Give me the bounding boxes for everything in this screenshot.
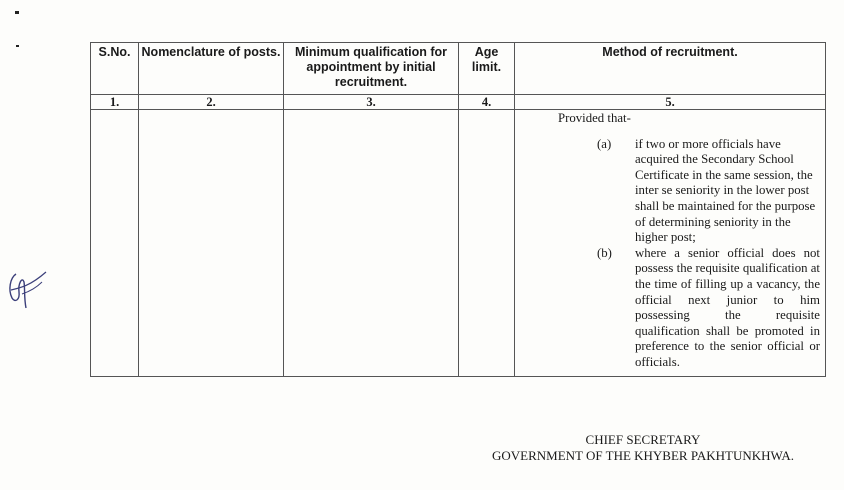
clause-label: (b) [597,245,612,260]
margin-mark [16,45,19,47]
column-number: 4. [459,95,515,110]
signature-title: CHIEF SECRETARY [585,432,701,447]
header-qualification: Minimum qualification for appointment by initial recruitment. [284,43,459,95]
provided-that: Provided that- [558,111,631,125]
column-number: 2. [139,95,284,110]
clause-a [597,137,820,246]
header-age-limit: Age limit. [459,43,515,95]
clause-label: (a) [597,136,612,151]
clause-text: if two or more officials have acquired the Secondary School Certificate in the same session, the inter se seniority in the lower post shall be maintained for the purpose of determining seniority in the higher post; [635,136,816,245]
handwritten-initials [2,268,50,312]
clause-text: where a senior official does not possess the requisite qualification at the time of filling up a vacancy, the official next junior to him possessing the requisite qualification shall be promoted in preference to the senior official or officials. [635,245,820,369]
empty-cell [284,110,459,377]
margin-mark [15,11,19,14]
clause-b [597,246,820,371]
empty-cell [91,110,139,377]
header-method: Method of recruitment. [515,43,826,95]
header-nomenclature: Nomenclature of posts. [139,43,284,95]
signature-office: GOVERNMENT OF THE KHYBER PAKHTUNKHWA. [491,448,795,463]
empty-cell [139,110,284,377]
method-cell [515,110,826,377]
column-number: 3. [284,95,459,110]
column-number: 1. [91,95,139,110]
column-number: 5. [515,95,826,110]
recruitment-table [90,42,826,377]
header-sno: S.No. [91,43,139,95]
empty-cell [459,110,515,377]
